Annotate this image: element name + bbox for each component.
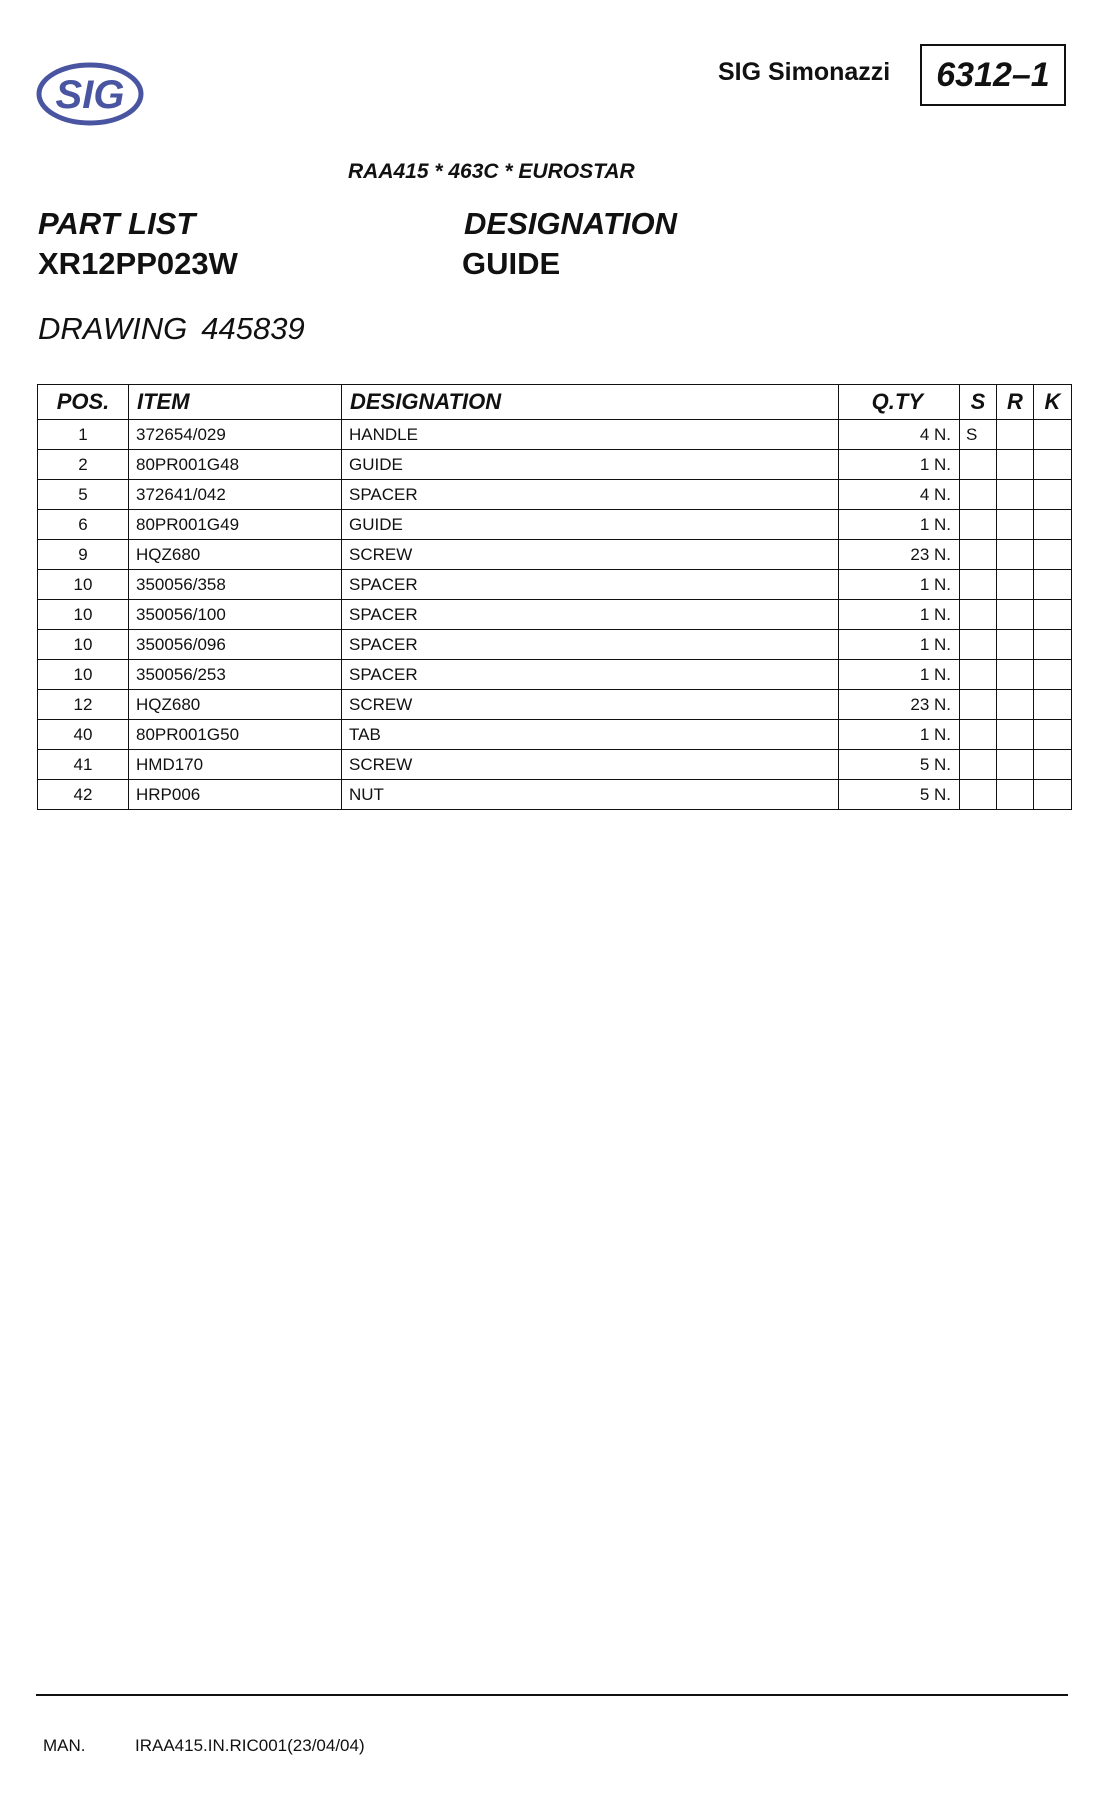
part-list-label: PART LIST (38, 206, 196, 241)
cell-k (1034, 570, 1072, 600)
cell-qty: 1 N. (839, 600, 960, 630)
cell-s (960, 540, 997, 570)
cell-s (960, 630, 997, 660)
cell-item: 350056/358 (129, 570, 342, 600)
document-number-box (920, 44, 1066, 106)
document-number: 6312–1 (936, 55, 1050, 94)
cell-pos: 40 (38, 720, 129, 750)
cell-r (997, 420, 1034, 450)
cell-item: HQZ680 (129, 690, 342, 720)
cell-item: 350056/096 (129, 630, 342, 660)
part-list-code: XR12PP023W (38, 246, 238, 281)
cell-s (960, 600, 997, 630)
drawing-number: 445839 (201, 311, 305, 346)
cell-pos: 2 (38, 450, 129, 480)
cell-pos: 12 (38, 690, 129, 720)
cell-qty: 4 N. (839, 420, 960, 450)
cell-r (997, 660, 1034, 690)
cell-pos: 9 (38, 540, 129, 570)
footer-man-label: MAN. (43, 1736, 86, 1755)
cell-k (1034, 720, 1072, 750)
cell-qty: 1 N. (839, 720, 960, 750)
cell-qty: 23 N. (839, 690, 960, 720)
header-s: S (960, 385, 997, 420)
header-designation: DESIGNATION (342, 385, 839, 420)
cell-s (960, 480, 997, 510)
cell-item: 350056/100 (129, 600, 342, 630)
cell-designation: SCREW (342, 540, 839, 570)
cell-k (1034, 690, 1072, 720)
cell-s (960, 690, 997, 720)
cell-r (997, 570, 1034, 600)
cell-r (997, 720, 1034, 750)
cell-item: 80PR001G48 (129, 450, 342, 480)
cell-r (997, 600, 1034, 630)
cell-item: 372654/029 (129, 420, 342, 450)
cell-s (960, 660, 997, 690)
header-pos: POS. (38, 385, 129, 420)
table-row (38, 690, 1072, 720)
cell-qty: 1 N. (839, 660, 960, 690)
cell-designation: SPACER (342, 570, 839, 600)
cell-k (1034, 510, 1072, 540)
cell-k (1034, 420, 1072, 450)
cell-item: 372641/042 (129, 480, 342, 510)
footer-reference: IRAA415.IN.RIC001(23/04/04) (135, 1736, 365, 1755)
cell-k (1034, 480, 1072, 510)
cell-s (960, 570, 997, 600)
table-row (38, 450, 1072, 480)
logo-text: SIG (55, 73, 125, 117)
sig-logo (36, 58, 144, 130)
table-row (38, 480, 1072, 510)
table-row (38, 780, 1072, 810)
cell-designation: SPACER (342, 630, 839, 660)
cell-qty: 5 N. (839, 780, 960, 810)
table-row (38, 510, 1072, 540)
cell-pos: 42 (38, 780, 129, 810)
header-k: K (1034, 385, 1072, 420)
cell-r (997, 450, 1034, 480)
cell-qty: 4 N. (839, 480, 960, 510)
drawing-label: DRAWING (38, 311, 188, 346)
table-row (38, 660, 1072, 690)
cell-item: HQZ680 (129, 540, 342, 570)
cell-k (1034, 540, 1072, 570)
drawing-reference (38, 311, 319, 347)
cell-qty: 1 N. (839, 630, 960, 660)
cell-pos: 10 (38, 570, 129, 600)
cell-r (997, 510, 1034, 540)
cell-designation: GUIDE (342, 510, 839, 540)
cell-r (997, 630, 1034, 660)
cell-s (960, 750, 997, 780)
cell-designation: SCREW (342, 750, 839, 780)
cell-pos: 10 (38, 630, 129, 660)
cell-designation: SPACER (342, 600, 839, 630)
header-r: R (997, 385, 1034, 420)
table-row (38, 750, 1072, 780)
cell-s (960, 450, 997, 480)
cell-pos: 1 (38, 420, 129, 450)
table-row (38, 570, 1072, 600)
cell-pos: 6 (38, 510, 129, 540)
cell-k (1034, 600, 1072, 630)
cell-k (1034, 660, 1072, 690)
cell-designation: TAB (342, 720, 839, 750)
parts-table (37, 384, 1072, 810)
table-row (38, 540, 1072, 570)
cell-item: 80PR001G49 (129, 510, 342, 540)
cell-qty: 23 N. (839, 540, 960, 570)
header-item: ITEM (129, 385, 342, 420)
cell-k (1034, 630, 1072, 660)
cell-designation: SPACER (342, 660, 839, 690)
cell-s (960, 720, 997, 750)
table-row (38, 720, 1072, 750)
cell-item: 80PR001G50 (129, 720, 342, 750)
footer-divider (36, 1694, 1068, 1696)
table-row (38, 420, 1072, 450)
cell-s (960, 510, 997, 540)
designation-label: DESIGNATION (464, 206, 677, 241)
table-row (38, 630, 1072, 660)
cell-item: HRP006 (129, 780, 342, 810)
cell-item: 350056/253 (129, 660, 342, 690)
cell-r (997, 690, 1034, 720)
cell-qty: 1 N. (839, 570, 960, 600)
model-line: RAA415 * 463C * EUROSTAR (348, 160, 635, 183)
designation-value: GUIDE (462, 246, 561, 281)
cell-qty: 1 N. (839, 510, 960, 540)
cell-designation: SPACER (342, 480, 839, 510)
cell-r (997, 540, 1034, 570)
cell-item: HMD170 (129, 750, 342, 780)
cell-designation: SCREW (342, 690, 839, 720)
cell-designation: GUIDE (342, 450, 839, 480)
cell-k (1034, 450, 1072, 480)
cell-k (1034, 780, 1072, 810)
cell-r (997, 780, 1034, 810)
cell-r (997, 750, 1034, 780)
cell-designation: NUT (342, 780, 839, 810)
cell-s: S (960, 420, 997, 450)
cell-s (960, 780, 997, 810)
cell-designation: HANDLE (342, 420, 839, 450)
cell-pos: 5 (38, 480, 129, 510)
table-row (38, 600, 1072, 630)
cell-qty: 5 N. (839, 750, 960, 780)
cell-pos: 41 (38, 750, 129, 780)
cell-qty: 1 N. (839, 450, 960, 480)
cell-pos: 10 (38, 600, 129, 630)
cell-pos: 10 (38, 660, 129, 690)
cell-r (997, 480, 1034, 510)
cell-k (1034, 750, 1072, 780)
table-header-row (38, 385, 1072, 420)
brand-name: SIG Simonazzi (718, 58, 891, 86)
header-qty: Q.TY (839, 385, 960, 420)
